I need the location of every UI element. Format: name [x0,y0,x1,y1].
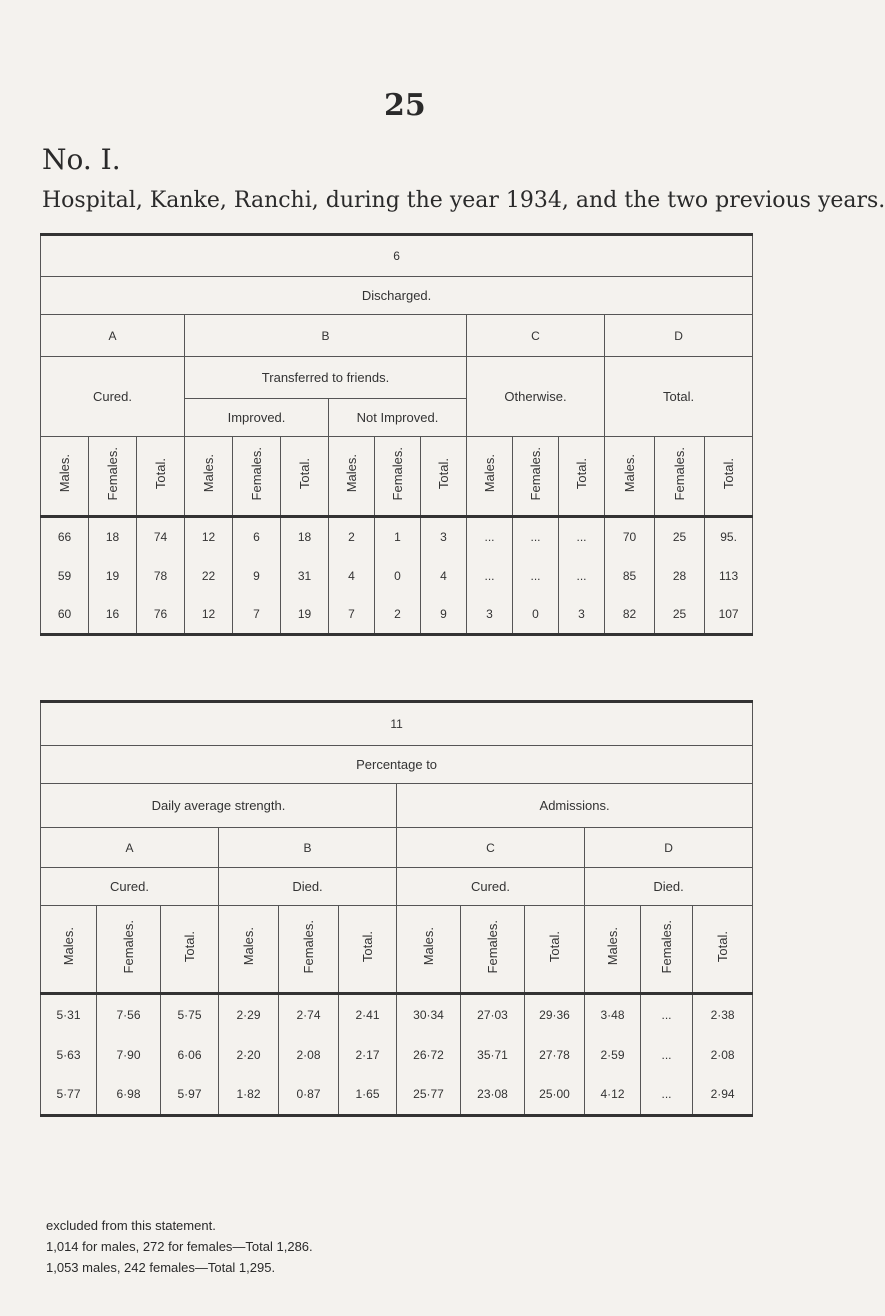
column-letter-d: D [605,315,753,357]
subhead-females: Females. [655,437,705,517]
subhead-total: Total. [705,437,753,517]
cell: 2·29 [219,994,279,1036]
cell: 23·08 [461,1074,525,1116]
footnote: excluded from this statement. [46,1218,216,1233]
cell: ... [513,517,559,557]
cell: 95. [705,517,753,557]
cured-header: Cured. [41,868,219,906]
subhead-females: Females. [89,437,137,517]
cell: 0·87 [279,1074,339,1116]
cell: 66 [41,517,89,557]
cell: 26·72 [397,1036,461,1074]
subhead-males: Males. [329,437,375,517]
cell: 2·59 [585,1036,641,1074]
cell: 2 [375,595,421,635]
cell: 5·77 [41,1074,97,1116]
table-number: No. I. [42,143,121,176]
otherwise-header: Otherwise. [467,357,605,437]
cell: ... [467,557,513,595]
table-row [41,1036,753,1074]
subhead-total: Total. [421,437,467,517]
daily-average-header: Daily average strength. [41,784,397,828]
died-header: Died. [585,868,753,906]
cell: 9 [233,557,281,595]
cell: 2·20 [219,1036,279,1074]
page-number: 25 [384,88,426,123]
subhead-females: Females. [97,906,161,994]
subhead-males: Males. [41,437,89,517]
cell: 12 [185,595,233,635]
subhead-females: Females. [233,437,281,517]
cell: 1 [375,517,421,557]
cell: 82 [605,595,655,635]
cell: 0 [375,557,421,595]
cell: 6 [233,517,281,557]
cell: 85 [605,557,655,595]
cell: 7·90 [97,1036,161,1074]
cell: 9 [421,595,467,635]
cell: 7·56 [97,994,161,1036]
cell: 107 [705,595,753,635]
not-improved-header: Not Improved. [329,399,467,437]
cell: 60 [41,595,89,635]
page-title: Hospital, Kanke, Ranchi, during the year 1934, and the two previous years. [42,188,885,213]
cell: ... [467,517,513,557]
column-letter-c: C [467,315,605,357]
cell: 2·08 [279,1036,339,1074]
cell: 19 [89,557,137,595]
cell: 2·94 [693,1074,753,1116]
total-header: Total. [605,357,753,437]
table-row [41,517,753,557]
cell: 70 [605,517,655,557]
cured-header: Cured. [397,868,585,906]
cell: 5·31 [41,994,97,1036]
table-row [41,595,753,635]
cell: 27·78 [525,1036,585,1074]
cell: 25 [655,517,705,557]
subhead-males: Males. [605,437,655,517]
group-title: Discharged. [41,277,753,315]
cell: 78 [137,557,185,595]
cell: 19 [281,595,329,635]
subhead-females: Females. [279,906,339,994]
subhead-total: Total. [281,437,329,517]
admissions-header: Admissions. [397,784,753,828]
cell: 27·03 [461,994,525,1036]
cell: 4 [329,557,375,595]
cell: 12 [185,517,233,557]
cell: 18 [281,517,329,557]
column-number: 11 [41,702,753,746]
died-header: Died. [219,868,397,906]
column-letter-b: B [219,828,397,868]
subhead-males: Males. [219,906,279,994]
column-letter-d: D [585,828,753,868]
cell: 3 [559,595,605,635]
cell: 31 [281,557,329,595]
subhead-total: Total. [559,437,605,517]
cell: 29·36 [525,994,585,1036]
cell: 3·48 [585,994,641,1036]
cell: 22 [185,557,233,595]
cell: 2·41 [339,994,397,1036]
subhead-total: Total. [525,906,585,994]
subhead-males: Males. [467,437,513,517]
column-number: 6 [41,235,753,277]
subhead-males: Males. [585,906,641,994]
cell: ... [559,517,605,557]
cell: 7 [329,595,375,635]
cell: 28 [655,557,705,595]
cell: 25·00 [525,1074,585,1116]
cured-header: Cured. [41,357,185,437]
cell: 5·63 [41,1036,97,1074]
table-row [41,1074,753,1116]
cell: 3 [467,595,513,635]
subhead-total: Total. [339,906,397,994]
cell: 1·82 [219,1074,279,1116]
cell: 18 [89,517,137,557]
cell: 7 [233,595,281,635]
cell: ... [559,557,605,595]
cell: 5·75 [161,994,219,1036]
cell: 2 [329,517,375,557]
cell: 16 [89,595,137,635]
cell: 25·77 [397,1074,461,1116]
cell: 76 [137,595,185,635]
subhead-females: Females. [641,906,693,994]
subhead-males: Males. [397,906,461,994]
subhead-females: Females. [461,906,525,994]
cell: 4·12 [585,1074,641,1116]
cell: 59 [41,557,89,595]
subhead-total: Total. [693,906,753,994]
cell: 30·34 [397,994,461,1036]
subhead-females: Females. [375,437,421,517]
cell: 6·06 [161,1036,219,1074]
table-row [41,994,753,1036]
cell: 6·98 [97,1074,161,1116]
cell: ... [641,1036,693,1074]
cell: 35·71 [461,1036,525,1074]
improved-header: Improved. [185,399,329,437]
subhead-total: Total. [137,437,185,517]
column-letter-c: C [397,828,585,868]
cell: 2·08 [693,1036,753,1074]
footnote: 1,053 males, 242 females—Total 1,295. [46,1260,276,1275]
column-letter-b: B [185,315,467,357]
cell: 2·74 [279,994,339,1036]
cell: 2·38 [693,994,753,1036]
discharged-table [40,233,753,636]
cell: ... [513,557,559,595]
group-title: Percentage to [41,746,753,784]
cell: ... [641,994,693,1036]
footnote: 1,014 for males, 272 for females—Total 1,286. [46,1239,313,1254]
cell: 113 [705,557,753,595]
subhead-total: Total. [161,906,219,994]
cell: 25 [655,595,705,635]
column-letter-a: A [41,828,219,868]
column-letter-a: A [41,315,185,357]
cell: 2·17 [339,1036,397,1074]
cell: 0 [513,595,559,635]
cell: 5·97 [161,1074,219,1116]
cell: ... [641,1074,693,1116]
cell: 1·65 [339,1074,397,1116]
subhead-females: Females. [513,437,559,517]
subhead-males: Males. [41,906,97,994]
subhead-males: Males. [185,437,233,517]
cell: 3 [421,517,467,557]
percentage-table [40,700,753,1117]
transferred-header: Transferred to friends. [185,357,467,399]
table-row [41,557,753,595]
cell: 74 [137,517,185,557]
cell: 4 [421,557,467,595]
